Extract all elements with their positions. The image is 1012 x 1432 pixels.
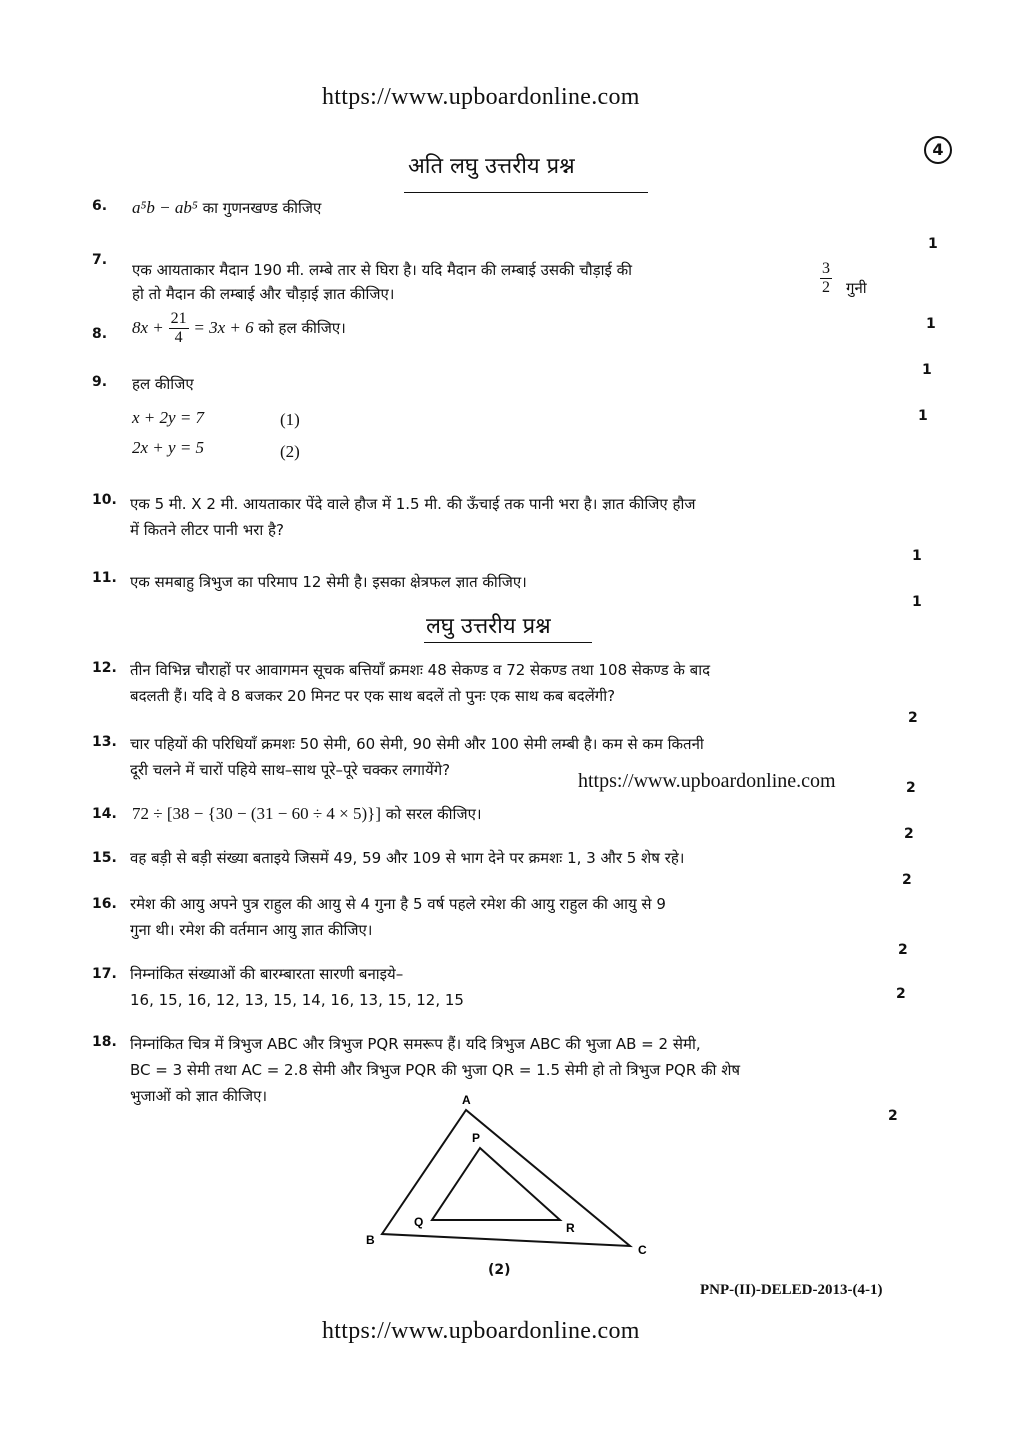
q9-equation-1: x + 2y = 7: [132, 408, 205, 427]
q9-eq1-label: (1): [280, 410, 300, 429]
footer-url: https://www.upboardonline.com: [322, 1318, 640, 1344]
vertex-label-p: P: [472, 1131, 481, 1145]
marks-q18: 2: [888, 1108, 898, 1124]
q10-line2: में कितने लीटर पानी भरा है?: [130, 521, 284, 539]
marks-q6: 1: [928, 236, 938, 252]
q9-text: हल कीजिए: [132, 375, 194, 393]
q13-line2: दूरी चलने में चारों पहिये साथ–साथ पूरे–पूरे चक्कर लगायेंगे?: [130, 761, 451, 779]
q13-inline-url: https://www.upboardonline.com: [578, 770, 836, 792]
page-number: (2): [488, 1262, 511, 1278]
section-title-underline: [404, 192, 648, 193]
marks-q8: 1: [922, 362, 932, 378]
question-number-12: 12.: [92, 660, 117, 676]
q9-eq2-label: (2): [280, 442, 300, 461]
section-title-very-short: अति लघु उत्तरीय प्रश्न: [408, 154, 575, 179]
question-14: [132, 802, 482, 826]
q7-line2: हो तो मैदान की लम्बाई और चौड़ाई ज्ञात कीजिए।: [132, 285, 395, 303]
q12-line2: बदलती हैं। यदि वे 8 बजकर 20 मिनट पर एक साथ बदलें तो पुनः एक साथ कब बदलेंगी?: [130, 687, 616, 705]
question-number-15: 15.: [92, 850, 117, 866]
question-number-11: 11.: [92, 570, 117, 586]
page-circle-number: 4: [924, 136, 952, 164]
triangle-pqr: [432, 1148, 560, 1220]
q8-frac-den: 4: [174, 329, 183, 346]
q18-line3: भुजाओं को ज्ञात कीजिए।: [130, 1087, 268, 1105]
question-6: [132, 196, 321, 220]
marks-q10: 1: [912, 548, 922, 564]
marks-q15: 2: [902, 872, 912, 888]
question-number-6: 6.: [92, 198, 108, 214]
marks-q16: 2: [898, 942, 908, 958]
question-number-16: 16.: [92, 896, 117, 912]
q13-line1: चार पहियों की परिधियाँ क्रमशः 50 सेमी, 60 सेमी, 90 सेमी और 100 सेमी लम्बी है। कम से कम कितनी: [130, 735, 704, 753]
vertex-label-b: B: [366, 1233, 375, 1247]
q6-text: का गुणनखण्ड कीजिए: [202, 199, 322, 217]
q17-line1: निम्नांकित संख्याओं की बारम्बारता सारणी बनाइये–: [130, 965, 404, 983]
question-number-9: 9.: [92, 374, 108, 390]
q7-line1: एक आयताकार मैदान 190 मी. लम्बे तार से घिरा है। यदि मैदान की लम्बाई उसकी चौड़ाई की: [132, 261, 633, 279]
q7-fraction: [820, 260, 832, 297]
q15-text: वह बड़ी से बड़ी संख्या बताइये जिसमें 49, 59 और 109 से भाग देने पर क्रमशः 1, 3 और 5 शेष रहे।: [130, 849, 685, 867]
marks-q14: 2: [904, 826, 914, 842]
q11-text: एक समबाहु त्रिभुज का परिमाप 12 सेमी है। इसका क्षेत्रफल ज्ञात कीजिए।: [130, 573, 527, 591]
section2-underline: [424, 642, 592, 643]
marks-q12: 2: [908, 710, 918, 726]
question-8: [132, 310, 346, 347]
vertex-label-c: C: [638, 1243, 647, 1257]
header-url: https://www.upboardonline.com: [322, 84, 640, 110]
q9-equation-2: 2x + y = 5: [132, 438, 205, 457]
section-title-short: लघु उत्तरीय प्रश्न: [426, 614, 551, 639]
q7-frac-den: 2: [822, 279, 830, 296]
marks-q17: 2: [896, 986, 906, 1002]
question-number-8: 8.: [92, 326, 108, 342]
vertex-label-a: A: [462, 1093, 471, 1107]
q8-rhs: = 3x + 6: [193, 318, 254, 337]
q8-lhs: 8x +: [132, 318, 164, 337]
question-number-14: 14.: [92, 806, 117, 822]
q14-expression: 72 ÷ [38 − {30 − (31 − 60 ÷ 4 × 5)}]: [132, 804, 381, 823]
q7-frac-num: 3: [822, 260, 830, 277]
q17-data-values: 16, 15, 16, 12, 13, 15, 14, 16, 13, 15, 12, 15: [130, 991, 464, 1009]
similar-triangles-figure: [360, 1090, 660, 1260]
q8-text: को हल कीजिए।: [258, 319, 346, 337]
vertex-label-r: R: [566, 1221, 575, 1235]
q18-line2: BC = 3 सेमी तथा AC = 2.8 सेमी और त्रिभुज PQR की भुजा QR = 1.5 सेमी हो तो त्रिभुज PQR की शेष: [130, 1061, 741, 1079]
marks-q13: 2: [906, 780, 916, 796]
marks-q7: 1: [926, 316, 936, 332]
question-number-13: 13.: [92, 734, 117, 750]
q16-line1: रमेश की आयु अपने पुत्र राहुल की आयु से 4 गुना है 5 वर्ष पहले रमेश की आयु राहुल की आयु से 9: [130, 895, 666, 913]
question-number-7: 7.: [92, 252, 108, 268]
q10-line1: एक 5 मी. X 2 मी. आयताकार पेंदे वाले हौज में 1.5 मी. की ऊँचाई तक पानी भरा है। ज्ञात कीजिए हौज: [130, 495, 696, 513]
q18-line1: निम्नांकित चित्र में त्रिभुज ABC और त्रिभुज PQR समरूप हैं। यदि त्रिभुज ABC की भुजा AB = 2 सेमी,: [130, 1035, 701, 1053]
paper-code: PNP-(II)-DELED-2013-(4-1): [700, 1282, 883, 1298]
question-number-18: 18.: [92, 1034, 117, 1050]
q8-frac-num: 21: [170, 310, 187, 327]
q7-tail: गुनी: [846, 279, 867, 297]
q16-line2: गुना थी। रमेश की वर्तमान आयु ज्ञात कीजिए।: [130, 921, 373, 939]
q12-line1: तीन विभिन्न चौराहों पर आवागमन सूचक बत्तियाँ क्रमशः 48 सेकण्ड व 72 सेकण्ड तथा 108 सेकण्ड के बाद: [130, 661, 711, 679]
question-number-17: 17.: [92, 966, 117, 982]
q14-text: को सरल कीजिए।: [385, 805, 482, 823]
question-number-10: 10.: [92, 492, 117, 508]
q6-expression: a⁵b − ab⁵: [132, 198, 198, 217]
marks-q11: 1: [912, 594, 922, 610]
vertex-label-q: Q: [414, 1215, 424, 1229]
marks-q9: 1: [918, 408, 928, 424]
